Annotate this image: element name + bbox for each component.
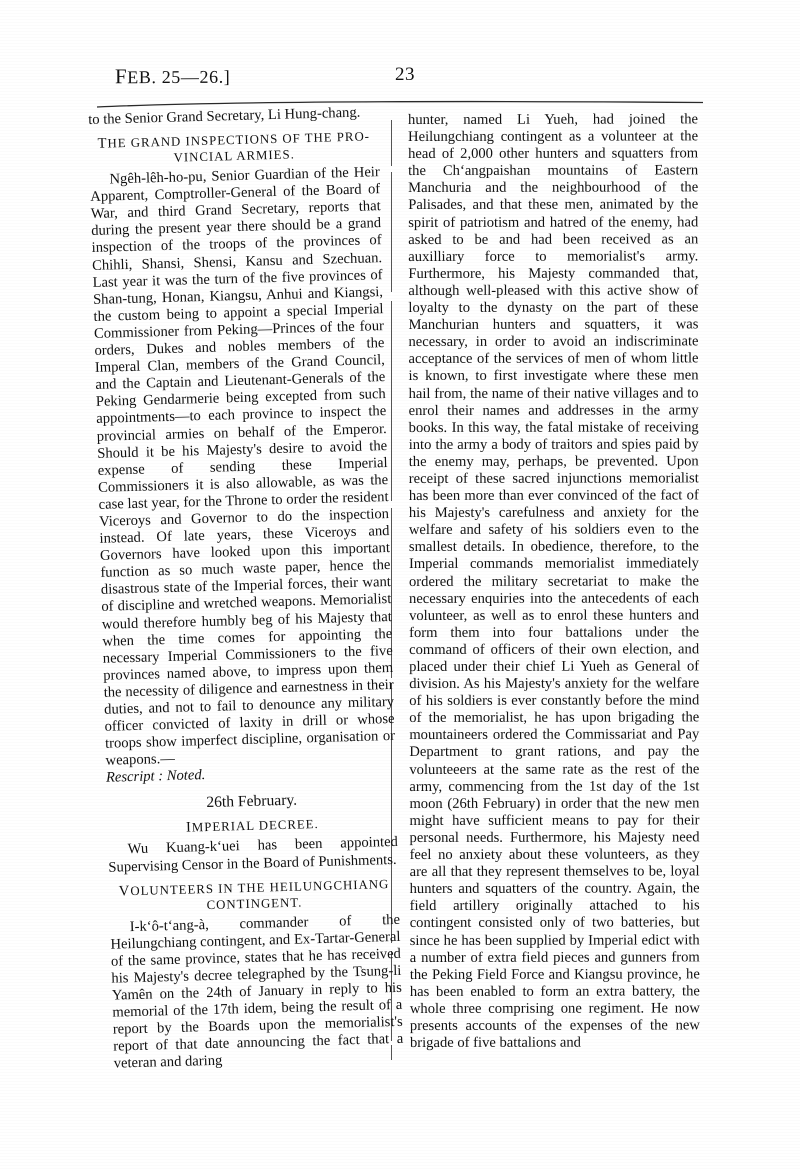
folio-date-rest: EB. 25—26.] [127,66,231,88]
paragraph-continuation: to the Senior Grand Secretary, Li Hung-chang. [88,104,361,128]
page-number: 23 [395,64,415,85]
right-column [408,111,700,1052]
heading-text: MPERIAL DECREE. [191,817,319,835]
heading-initial: V [118,882,131,900]
folio-date-range [115,64,230,90]
heading-volunteers-heilungchiang [109,876,400,916]
paragraph-imperial-decree: Wu Kuang-k‘uei has been appointed Supervising Censor in the Board of Punishments. [108,834,399,876]
running-head [95,64,705,92]
paragraph-volunteers: I-k‘ô-t‘ang-à, commander of the Heilungchiang contingent, and Ex-Tartar-General of the same province, states that he has received his Majesty's decree telegraphed by the Tsung-li Yamên on the 24th of January in reply to his memorial of the 17th idem, being the result of a report by the Boards upon the memorialist's report of that date announcing the fact that a veteran and daring [110,911,404,1073]
heading-initial: T [97,135,108,152]
heading-text: HE GRAND INSPECTIONS OF THE PRO-VINCIAL ARMIES. [107,129,371,165]
left-column [88,104,404,1073]
date-heading-26-february: 26th February. [206,792,298,812]
paragraph-volunteers-continued: hunter, named Li Yueh, had joined the Heilungchiang contingent as a volunteer at the head of 2,000 other hunters and squatters from the Ch‘angpaishan mountains of Eastern Manchuria and the neighbourhood of the Palisades, and that these men, animated by the spirit of patriotism and hatred of the enemy, had asked to be and had been received as an auxilliary force to memorialist's army. Furthermore, his Majesty commanded that, although well-pleased with this active show of loyalty to the dynasty on the part of these Manchurian hunters and squatters, it was necessary, in order to avoid an indiscriminate acceptance of the services of men of whom little is known, to first investigate where these men hail from, the name of their native villages and to enrol their names and addresses in the army books. In this way, the fatal mistake of receiving into the army a body of traitors and spies paid by the enemy may, perhaps, be prevented. Upon receipt of these sacred injunctions memorialist has been more than ever convinced of the fact of his Majesty's carefulness and anxiety for the welfare and safety of his soldiers even to the smallest details. In obedience, therefore, to the Imperial commands memorialist immediately ordered the military secretariat to make the necessary enquiries into the antecedents of each volunteer, as well as to enrol these hunters and form them into four battalions under the command of officers of their own election, and placed under their chief Li Yueh as General of division. As his Majesty's anxiety for the welfare of his soldiers is ever constantly before the mind of the memorialist, he has upon brigading the mountaineers ordered the Commissariat and Pay Department to grant rations, and pay the volunteeers at the same rate as the rest of the army, commencing from the 1st day of the 1st moon (26th February) in order that the new men might have sufficient means to pay for their personal needs. Furthermore, his Majesty need feel no anxiety about these volunteers, as they are all that they represent themselves to be, loyal hunters and squatters of the country. Again, the field artillery originally attached to his contingent consisted only of two batteries, but since he has been supplied by Imperial edict with a number of extra field pieces and gunners from the Peking Field Force and Kiangsu province, he has been enabled to form an extra battery, the whole three comprising one regiment. He now presents accounts of the expenses of the new brigade of five battalions and [408,111,700,1052]
folio-date-initial: F [114,64,128,89]
heading-text: OLUNTEERS IN THE HEILUNGCHIANG CONTINGENT. [130,876,390,912]
heading-grand-inspections [89,128,380,168]
paragraph-grand-inspections: Ngêh-lêh-ho-pu, Senior Guardian of the Heir Apparent, Comptroller-General of the Board of War, and third Grand Secretary, reports that during the present year there should be a grand inspection of the troops of the provinces of Chihli, Shansi, Shensi, Kansu and Szechuan. Last year it was the turn of the five provinces of Shan-tung, Honan, Kiangsu, Anhui and Kiangsi, the custom being to appoint a special Imperial Commissioner from Peking—Princes of the four orders, Dukes and nobles members of the Imperal Clan, members of the Grand Council, and the Captain and Lieutenant-Generals of the Peking Gendarmerie being excepted from such appointments—to each province to inspect the provincial armies on behalf of the Emperor. Should it be his Majesty's desire to avoid the expense of sending these Imperial Commissioners it is also allowable, as was the case last year, for the Throne to order the resident Viceroys and Governor to do the inspection instead. Of late years, these Viceroys and Governors have looked upon this important function as so much waste paper, hence the disastrous state of the Imperial forces, their want of discipline and wretched weapons. Memorialist would therefore humbly beg of his Majesty that when the time comes for appointing the necessary Imperial Commissioners to the five provinces named above, to impress upon them the necessity of diligence and earnestness in their duties, and not to fail to denounce any military officer convicted of laxity in drill or whose troops show imperfect discipline, organisation or weapons.— [90,164,396,770]
rescript-noted: Rescript : Noted. [105,767,206,787]
heading-initial: I [185,819,193,837]
